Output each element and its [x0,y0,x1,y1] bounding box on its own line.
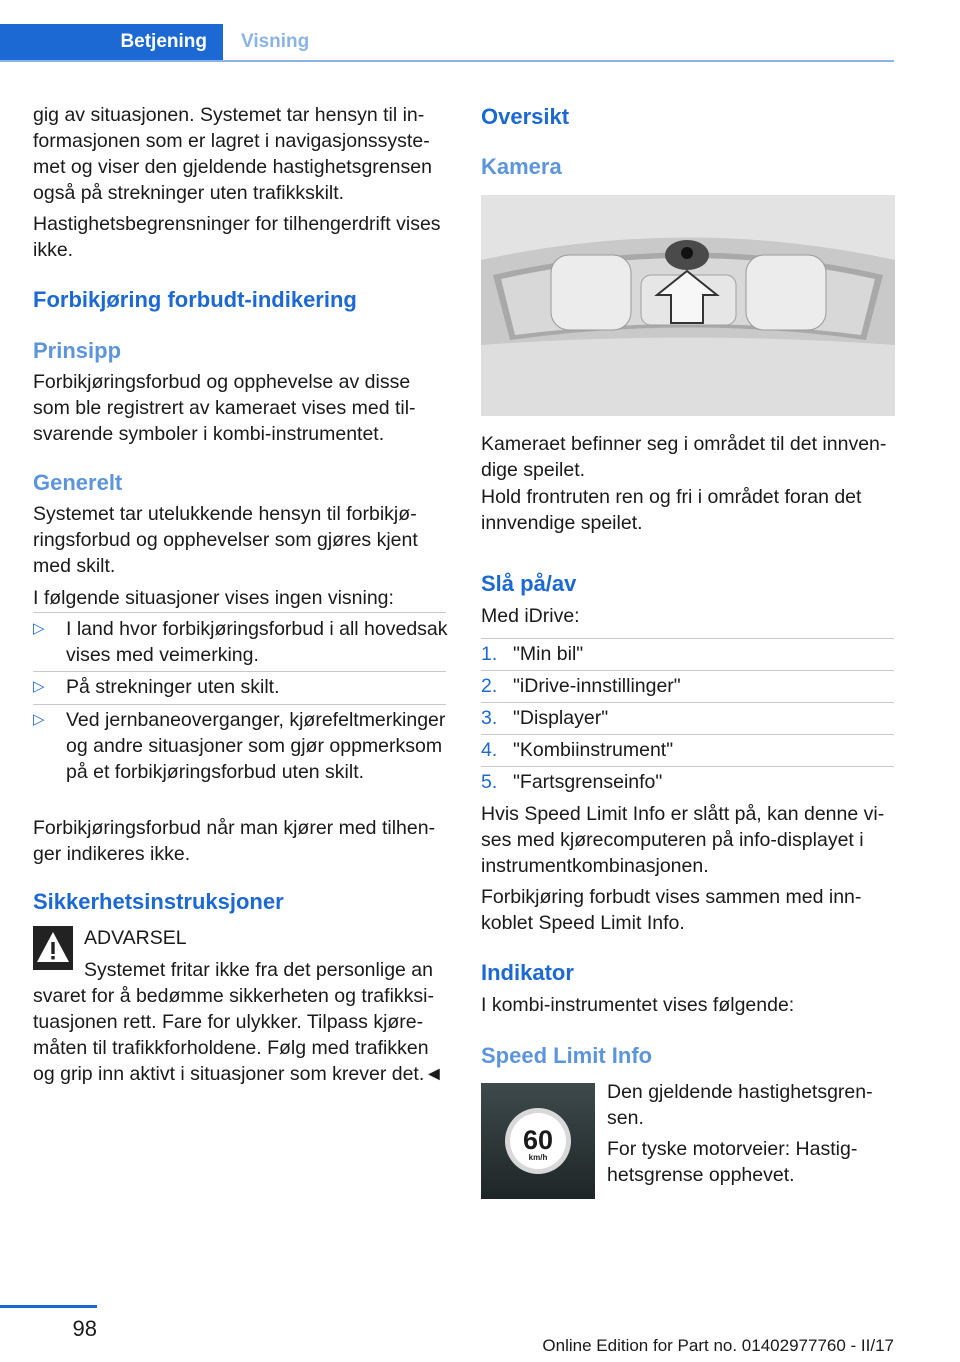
step-item [481,673,894,699]
speed-info-text: Hvis Speed Limit Info er slått på, kan denne vises med kjørecomputeren på info-displayet i instrumentkombinasjonen. [481,803,885,877]
trailer-limit-paragraph: Hastighetsbegrensninger for tilhengerdrift vises ikke. [33,213,441,261]
edition-text: Online Edition for Part no. 01402977760 - II/17 [542,1336,894,1355]
list-divider [481,766,894,767]
step-number: 1. [481,643,498,665]
sign-unit: km/h [528,1153,548,1162]
subheading-kamera: Kamera [481,154,562,179]
trailer-overtaking-text: Forbikjøringsforbud når man kjører med tilhenger indikeres ikke. [33,817,436,865]
step-number: 3. [481,707,498,729]
overtaking-display-text: Forbikjøring forbudt vises sammen med innkoblet Speed Limit Info. [481,886,862,934]
camera-location-text: Kameraet befinner seg i området til det innvendige speilet. [481,433,887,481]
header-divider [0,60,894,62]
subheading-generelt: Generelt [33,470,123,495]
list-divider [33,612,446,613]
triangle-bullet-icon: ▷ [33,620,45,637]
camera-clean-text: Hold frontruten ren og fri i området foran det innvendige speilet. [481,486,862,534]
step-text: "iDrive-innstillinger" [513,675,681,697]
section-heading-indikator: Indikator [481,960,574,985]
section-heading-onoff: Slå på/av [481,571,577,596]
warning-body-text: svaret for å bedømme sikkerheten og trafikksituasjonen rett. Fare for ulykker. Tilpass kjøremåten til trafikkforholdene. Følg med trafikken og grip inn aktivt i situasjoner som krever det. [33,985,434,1085]
step-text: "Displayer" [513,707,609,729]
section-heading-oversikt: Oversikt [481,104,570,129]
warning-first-line: Systemet fritar ikke fra det personlige an [84,959,433,981]
page-header [0,0,894,62]
step-number: 4. [481,739,498,761]
step-item [481,769,894,795]
step-number: 5. [481,771,498,793]
step-item [481,641,894,667]
triangle-bullet-icon: ▷ [33,711,45,728]
list-divider [33,671,446,672]
prinsipp-text: Forbikjøringsforbud og opphevelse av disse som ble registrert av kameraet vises med tilsvarende symboler i kombi-instrumentet. [33,371,416,445]
step-text: "Min bil" [513,643,584,665]
subheading-speed-limit-info: Speed Limit Info [481,1043,653,1068]
triangle-bullet-icon: ▷ [33,678,45,695]
list-divider [481,638,894,639]
footer-divider [0,1305,97,1308]
section-heading-safety: Sikkerhetsinstruksjoner [33,889,284,914]
tab-visning[interactable] [223,24,894,60]
list-divider [481,670,894,671]
sign-value: 60 [522,1125,554,1155]
page-number: 98 [72,1316,97,1341]
bullet-text: På strekninger uten skilt. [66,676,280,698]
end-mark-icon: ◄ [424,1063,444,1085]
subheading-prinsipp: Prinsipp [33,338,122,363]
step-item [481,705,894,731]
tab-betjening[interactable] [0,24,223,60]
tab-betjening-label: Betjening [120,31,207,52]
step-number: 2. [481,675,498,697]
situations-intro: I følgende situasjoner vises ingen visning: [33,587,394,609]
generelt-text: Systemet tar utelukkende hensyn til forbikjøringsforbud og opphevelser som gjøres kjent med skilt. [33,503,418,577]
intro-paragraph: gig av situasjonen. Systemet tar hensyn til informasjonen som er lagret i navigasjonssystemet og viser den gjeldende hastighetsgrensen også på strekninger uten trafikkskilt. [33,104,432,204]
warning-body [33,983,448,1087]
indikator-text: I kombi-instrumentet vises følgende: [481,994,795,1016]
step-text: "Kombiinstrument" [513,739,674,761]
speed-limit-desc: Den gjeldende hastighetsgrensen. [607,1081,873,1129]
warning-title: ADVARSEL [84,927,187,949]
step-item [481,737,894,763]
list-divider [481,734,894,735]
idrive-label: Med iDrive: [481,605,580,627]
bullet-text: I land hvor forbikjøringsforbud i all hovedsak vises med veimerking. [66,618,448,666]
tab-visning-label: Visning [241,31,310,52]
camera-location-image [481,195,895,416]
bullet-text: Ved jernbaneoverganger, kjørefeltmerkinger og andre situasjoner som gjør oppmerksom på et forbikjøringsforbud uten skilt. [66,709,446,783]
speed-limit-sign-icon [481,1083,595,1199]
step-text: "Fartsgrenseinfo" [513,771,663,793]
list-divider [33,704,446,705]
warning-triangle-icon [33,926,73,970]
section-heading-overtaking: Forbikjøring forbudt-indikering [33,287,357,312]
list-divider [481,702,894,703]
unrestricted-desc: For tyske motorveier: Hastighetsgrense opphevet. [607,1138,858,1186]
